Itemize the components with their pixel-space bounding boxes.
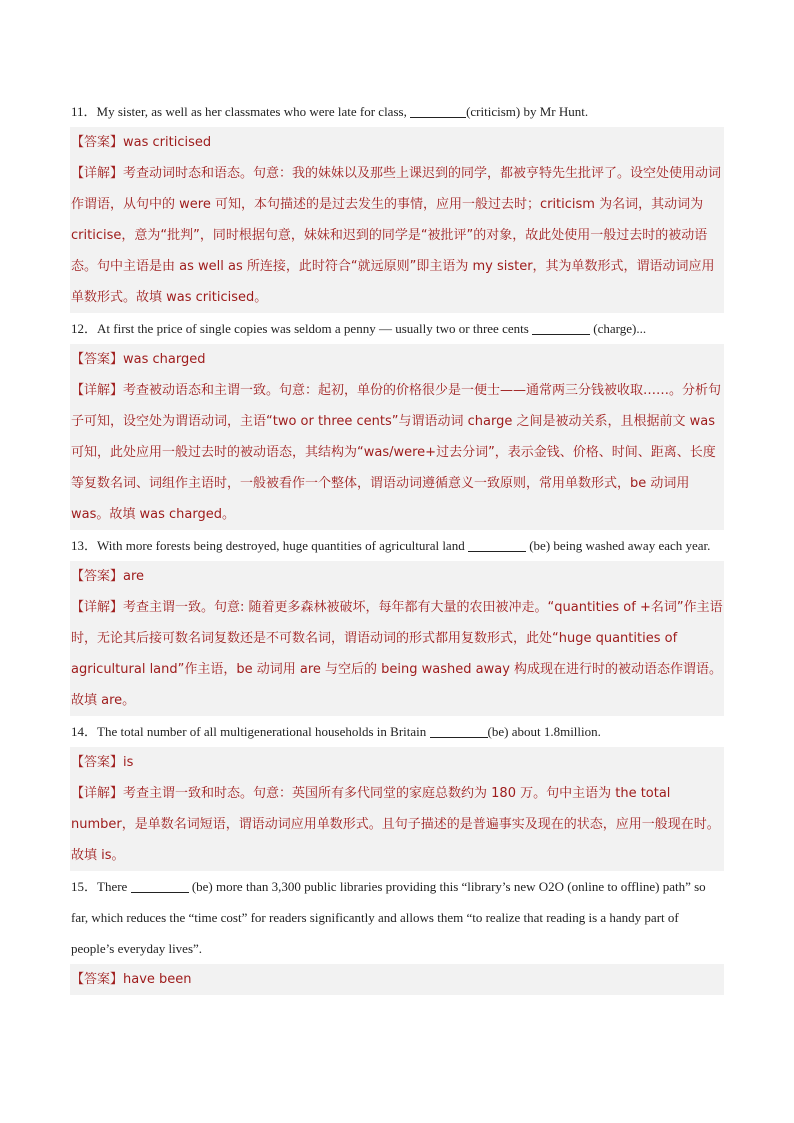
question-text-end: (be) being washed away each year. [525, 538, 711, 553]
question-item-11 [70, 96, 724, 313]
question-text [70, 871, 724, 964]
question-list [70, 96, 724, 995]
explanation-text: 考查动词时态和语态。句意：我的妹妹以及那些上课迟到的同学，都被亨特先生批评了。设空处使用动词作谓语，从句中的 were 可知，本句描述的是过去发生的事情，应用一般过去时；criticism 为名词，其动词为 criticise，意为“批判”，同时根据句意，妹妹和迟到的同学是“被批评”的对象，故此处使用一般过去时的被动语态。句中主语是由 as well as 所连接，此时符合“就远原则”即主语为 my sister，其为单数形式，谓语动词应用单数形式。故填 was criticised。 [71, 166, 722, 305]
answer-value: is [123, 755, 134, 770]
question-text-end: (be) more than 3,300 public libraries providing this “library’s new O2O (online to offline) path” so far, which reduces the “time cost” for readers significantly and allows them “to realize that reading is a handy part of people’s everyday lives”. [71, 879, 706, 956]
question-text-end: (criticism) by Mr Hunt. [466, 104, 589, 119]
explanation-text: 考查主谓一致。句意: 随着更多森林被破坏，每年都有大量的农田被冲走。“quantities of +名词”作主语时，无论其后接可数名词复数还是不可数名词，谓语动词的形式都用复数形式，此处“huge quantities of agricultural land”作主语，be 动词用 are 与空后的 being washed away 构成现在进行时的被动语态作谓语。故填 are。 [71, 600, 723, 708]
question-item-15 [70, 871, 724, 995]
answer-value: have been [123, 972, 192, 987]
explanation-tag: 【详解】 [71, 786, 124, 801]
explanation-tag: 【详解】 [71, 383, 124, 398]
answer-value: was criticised [123, 135, 212, 150]
explanation [70, 375, 724, 530]
question-text-start: 11．My sister, as well as her classmates who were late for class, [71, 104, 411, 119]
question-text-start: 15．There [71, 879, 131, 894]
answer-line [70, 344, 724, 375]
explanation [70, 158, 724, 313]
question-text-start: 14．The total number of all multigenerational households in Britain [71, 724, 430, 739]
explanation-text: 考查主谓一致和时态。句意：英国所有多代同堂的家庭总数约为 180 万。句中主语为 the total number，是单数名词短语，谓语动词应用单数形式。且句子描述的是普遍事实及现在的状态，应用一般现在时。故填 is。 [71, 786, 720, 863]
answer-line [70, 964, 724, 995]
question-text [70, 716, 724, 747]
question-item-13 [70, 530, 724, 716]
question-text-start: 12．At first the price of single copies was seldom a penny — usually two or three cents [71, 321, 533, 336]
answer-blank [430, 723, 488, 738]
answer-value: was charged [123, 352, 206, 367]
question-item-12 [70, 313, 724, 530]
question-text-start: 13．With more forests being destroyed, huge quantities of agricultural land [71, 538, 468, 553]
explanation-text: 考查被动语态和主谓一致。句意：起初，单份的价格很少是一便士——通常两三分钱被收取……。分析句子可知，设空处为谓语动词，主语“two or three cents”与谓语动词 charge 之间是被动关系，且根据前文 was 可知，此处应用一般过去时的被动语态，其结构为“was/were+过去分词”，表示金钱、价格、时间、距离、长度等复数名词、词组作主语时，一般被看作一个整体，谓语动词遵循意义一致原则，常用单数形式，be 动词用 was。故填 was charged。 [71, 383, 722, 522]
explanation [70, 778, 724, 871]
answer-blank [131, 878, 189, 893]
answer-line [70, 561, 724, 592]
answer-tag: 【答案】 [71, 352, 124, 367]
answer-blank [532, 320, 590, 335]
answer-blank [468, 537, 526, 552]
question-item-14 [70, 716, 724, 871]
answer-line [70, 747, 724, 778]
answer-box [70, 127, 724, 313]
answer-box [70, 747, 724, 871]
question-text [70, 313, 724, 344]
answer-box [70, 561, 724, 716]
answer-tag: 【答案】 [71, 972, 124, 987]
answer-line [70, 127, 724, 158]
question-text-end: (be) about 1.8million. [487, 724, 601, 739]
answer-tag: 【答案】 [71, 755, 124, 770]
answer-box [70, 344, 724, 530]
answer-value: are [123, 569, 145, 584]
question-text-end: (charge)... [590, 321, 647, 336]
explanation-tag: 【详解】 [71, 600, 124, 615]
explanation-tag: 【详解】 [71, 166, 124, 181]
answer-box [70, 964, 724, 995]
answer-blank [410, 103, 466, 118]
question-text [70, 530, 724, 561]
answer-tag: 【答案】 [71, 135, 124, 150]
explanation [70, 592, 724, 716]
answer-tag: 【答案】 [71, 569, 124, 584]
question-text [70, 96, 724, 127]
